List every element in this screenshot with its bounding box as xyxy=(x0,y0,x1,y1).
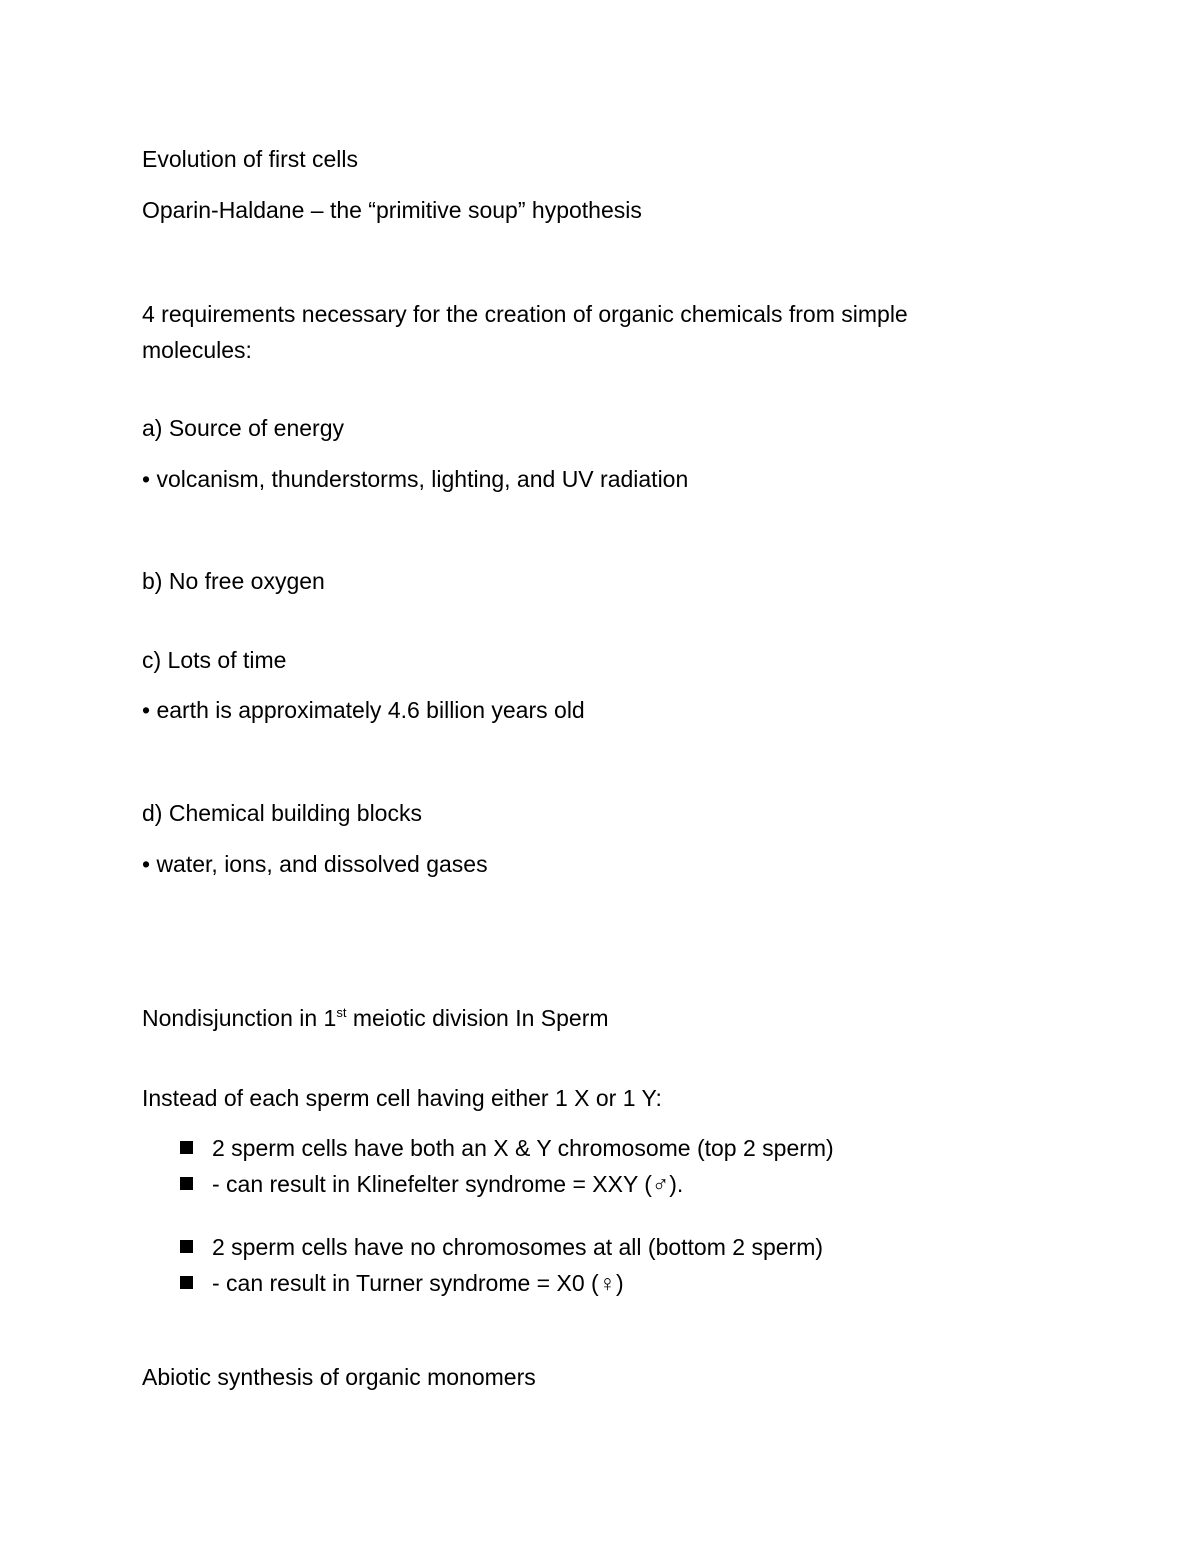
instead-line: Instead of each sperm cell having either 1 X or 1 Y: xyxy=(142,1085,662,1111)
requirements-intro: 4 requirements necessary for the creation of organic chemicals from simple molecules: xyxy=(142,301,908,363)
requirement-d: d) Chemical building blocks xyxy=(142,800,422,826)
square-bullet-icon xyxy=(180,1177,193,1190)
requirement-a: a) Source of energy xyxy=(142,415,345,441)
nondisjunction-heading xyxy=(142,1000,609,1036)
abiotic-heading: Abiotic synthesis of organic monomers xyxy=(142,1364,536,1390)
doc-title: Evolution of first cells xyxy=(142,146,359,172)
nondisjunction-text-end: meiotic division In Sperm xyxy=(346,1005,609,1031)
requirement-a-bullet: • volcanism, thunderstorms, lighting, and UV radiation xyxy=(142,466,689,492)
requirement-b: b) No free oxygen xyxy=(142,568,325,594)
list-item: 2 sperm cells have no chromosomes at all (bottom 2 sperm) xyxy=(212,1234,824,1260)
requirement-d-bullet: • water, ions, and dissolved gases xyxy=(142,851,488,877)
nondisjunction-text-start: Nondisjunction in 1 xyxy=(142,1005,337,1031)
list-item: - can result in Klinefelter syndrome = XXY (♂). xyxy=(212,1171,684,1197)
square-bullet-icon xyxy=(180,1240,193,1253)
square-bullet-icon xyxy=(180,1141,193,1154)
requirement-c-bullet: • earth is approximately 4.6 billion years old xyxy=(142,697,585,723)
ordinal-superscript: st xyxy=(336,1005,347,1020)
hypothesis-line: Oparin-Haldane – the “primitive soup” hypothesis xyxy=(142,197,642,223)
list-item: 2 sperm cells have both an X & Y chromosome (top 2 sperm) xyxy=(212,1135,834,1161)
requirement-c: c) Lots of time xyxy=(142,647,287,673)
square-bullet-icon xyxy=(180,1276,193,1289)
list-item: - can result in Turner syndrome = X0 (♀) xyxy=(212,1270,624,1296)
